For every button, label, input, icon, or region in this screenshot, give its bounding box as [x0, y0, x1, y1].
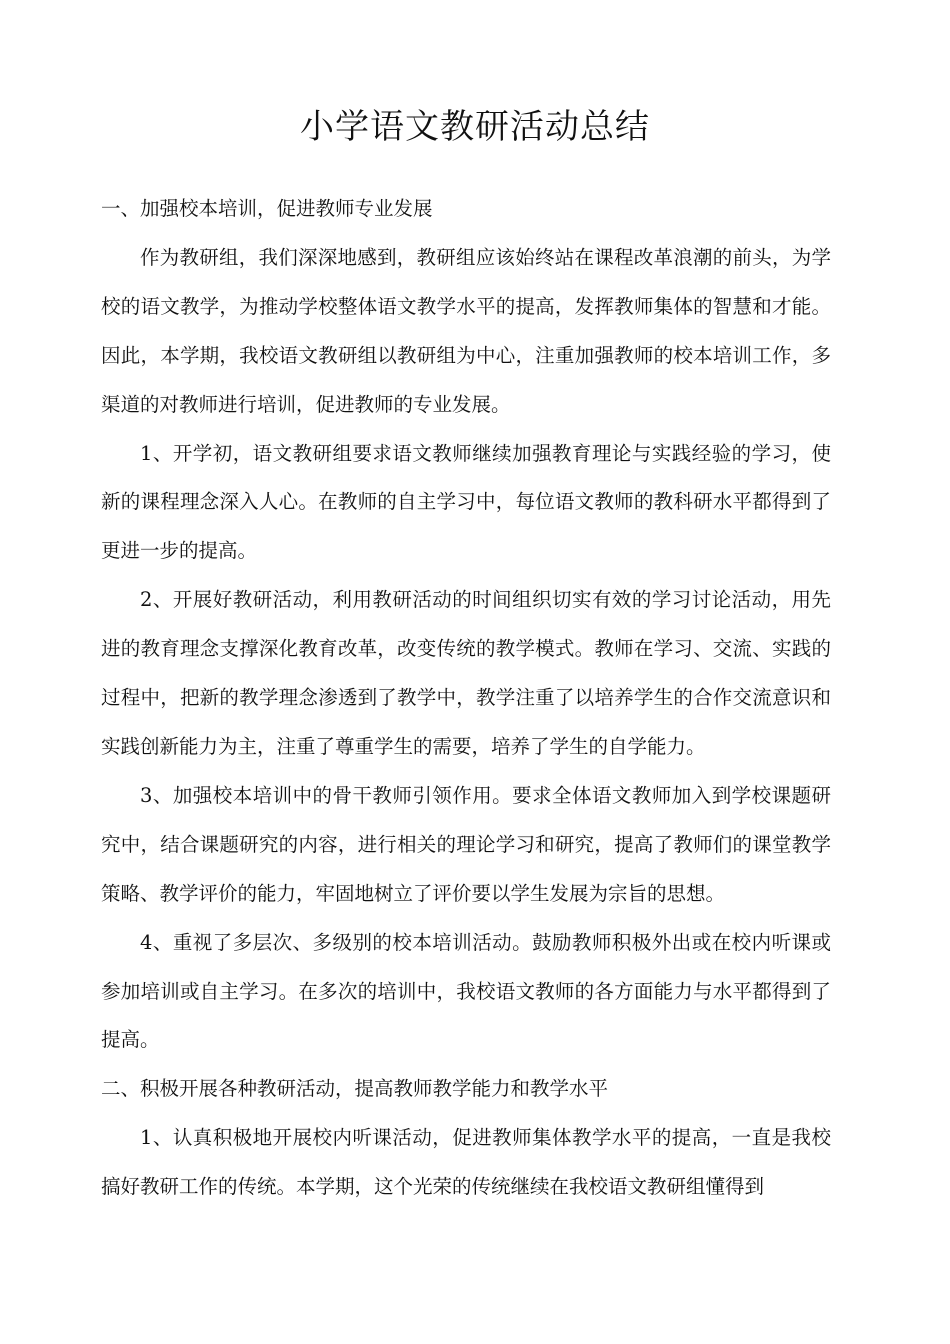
- paragraph: 2、开展好教研活动，利用教研活动的时间组织切实有效的学习讨论活动，用先进的教育理念支撑深化教育改革，改变传统的教学模式。教师在学习、交流、实践的过程中，把新的教学理念渗透到了教学中，教学注重了以培养学生的合作交流意识和实践创新能力为主，注重了尊重学生的需要，培养了学生的自学能力。: [101, 588, 831, 758]
- document-body: [101, 185, 831, 1212]
- paragraph: 1、认真积极地开展校内听课活动，促进教师集体教学水平的提高，一直是我校搞好教研工作的传统。本学期，这个光荣的传统继续在我校语文教研组懂得到: [101, 1126, 831, 1199]
- paragraph: 4、重视了多层次、多级别的校本培训活动。鼓励教师积极外出或在校内听课或参加培训或自主学习。在多次的培训中，我校语文教师的各方面能力与水平都得到了提高。: [101, 930, 831, 1052]
- document-title: 小学语文教研活动总结: [300, 107, 650, 147]
- paragraph: 3、加强校本培训中的骨干教师引领作用。要求全体语文教师加入到学校课题研究中，结合课题研究的内容，进行相关的理论学习和研究，提高了教师们的课堂教学策略、教学评价的能力，牢固地树立了评价要以学生发展为宗旨的思想。: [101, 783, 831, 905]
- paragraph: 1、开学初，语文教研组要求语文教师继续加强教育理论与实践经验的学习，使新的课程理念深入人心。在教师的自主学习中，每位语文教师的教科研水平都得到了更进一步的提高。: [101, 441, 831, 563]
- section-heading-1: 一、加强校本培训，促进教师专业发展: [101, 197, 433, 220]
- paragraph: 作为教研组，我们深深地感到，教研组应该始终站在课程改革浪潮的前头，为学校的语文教学，为推动学校整体语文教学水平的提高，发挥教师集体的智慧和才能。因此，本学期，我校语文教研组以教研组为中心，注重加强教师的校本培训工作，多渠道的对教师进行培训，促进教师的专业发展。: [101, 245, 831, 416]
- section-heading-2: 二、积极开展各种教研活动，提高教师教学能力和教学水平: [101, 1077, 609, 1101]
